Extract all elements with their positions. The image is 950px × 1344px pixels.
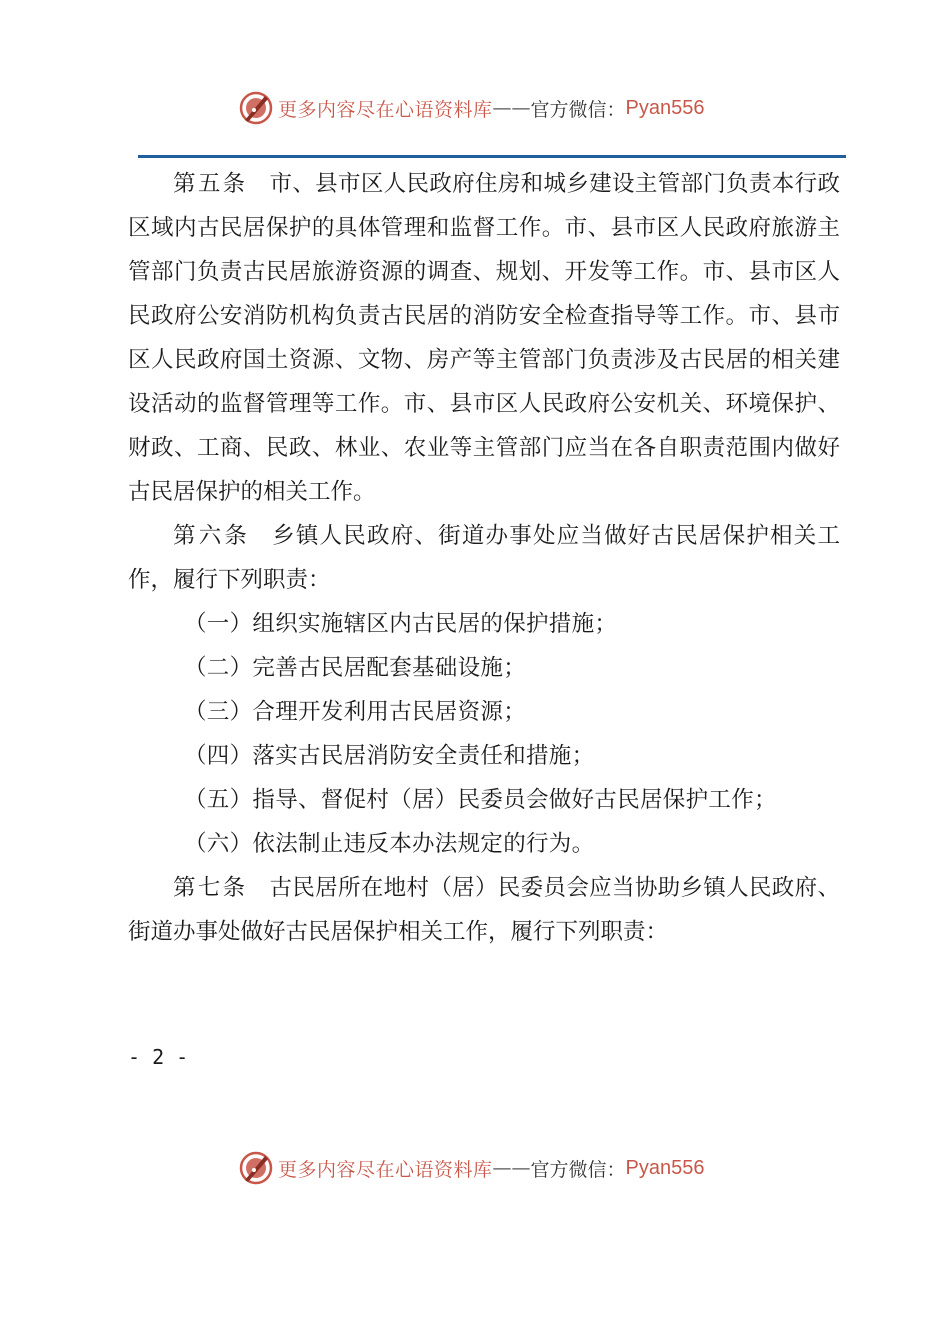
- header-divider: [138, 155, 846, 158]
- article-6-heading: 第六条: [173, 523, 251, 549]
- banner-label: 官方微信：: [530, 98, 626, 121]
- article-7-text: 古民居所在地村（居）民委员会应当协助乡镇人民政府、街道办事处做好古民居保护相关工作，履行下列职责：: [128, 875, 840, 945]
- article-5-heading: 第五条: [173, 171, 248, 197]
- article-6-item: （一）组织实施辖区内古民居的保护措施；: [184, 611, 618, 637]
- article-6-item: （五）指导、督促村（居）民委员会做好古民居保护工作；: [184, 787, 777, 813]
- article-7: [128, 866, 840, 954]
- article-6: [128, 514, 840, 602]
- pen-nib-logo-icon: [238, 90, 274, 126]
- header-banner: [238, 88, 705, 128]
- article-6-text: 乡镇人民政府、街道办事处应当做好古民居保护相关工作，履行下列职责：: [128, 523, 840, 593]
- pen-nib-logo-icon: [238, 1150, 274, 1186]
- banner-text: 更多内容尽在心语资料库: [278, 98, 493, 121]
- article-6-item: （三）合理开发利用古民居资源；: [184, 699, 527, 725]
- banner-text: 更多内容尽在心语资料库: [278, 1158, 493, 1181]
- article-6-item: （二）完善古民居配套基础设施；: [184, 655, 527, 681]
- article-6-item: （六）依法制止违反本办法规定的行为。: [184, 831, 595, 857]
- document-body: [128, 162, 840, 954]
- footer-banner: [238, 1148, 705, 1188]
- article-6-item: （四）落实古民居消防安全责任和措施；: [184, 743, 595, 769]
- article-7-heading: 第七条: [173, 875, 248, 901]
- banner-dash: ——: [492, 1157, 531, 1179]
- banner-wechat-id: Pyan556: [625, 96, 705, 119]
- article-5: [128, 162, 840, 514]
- banner-wechat-id: Pyan556: [625, 1156, 705, 1179]
- article-5-text: 市、县市区人民政府住房和城乡建设主管部门负责本行政区域内古民居保护的具体管理和监督工作。市、县市区人民政府旅游主管部门负责古民居旅游资源的调查、规划、开发等工作。市、县市区人民政府公安消防机构负责古民居的消防安全检查指导等工作。市、县市区人民政府国土资源、文物、房产等主管部门负责涉及古民居的相关建设活动的监督管理等工作。市、县市区人民政府公安机关、环境保护、财政、工商、民政、林业、农业等主管部门应当在各自职责范围内做好古民居保护的相关工作。: [128, 171, 840, 505]
- banner-dash: ——: [492, 97, 531, 119]
- banner-label: 官方微信：: [530, 1158, 626, 1181]
- page-number: - 2 -: [128, 1045, 189, 1069]
